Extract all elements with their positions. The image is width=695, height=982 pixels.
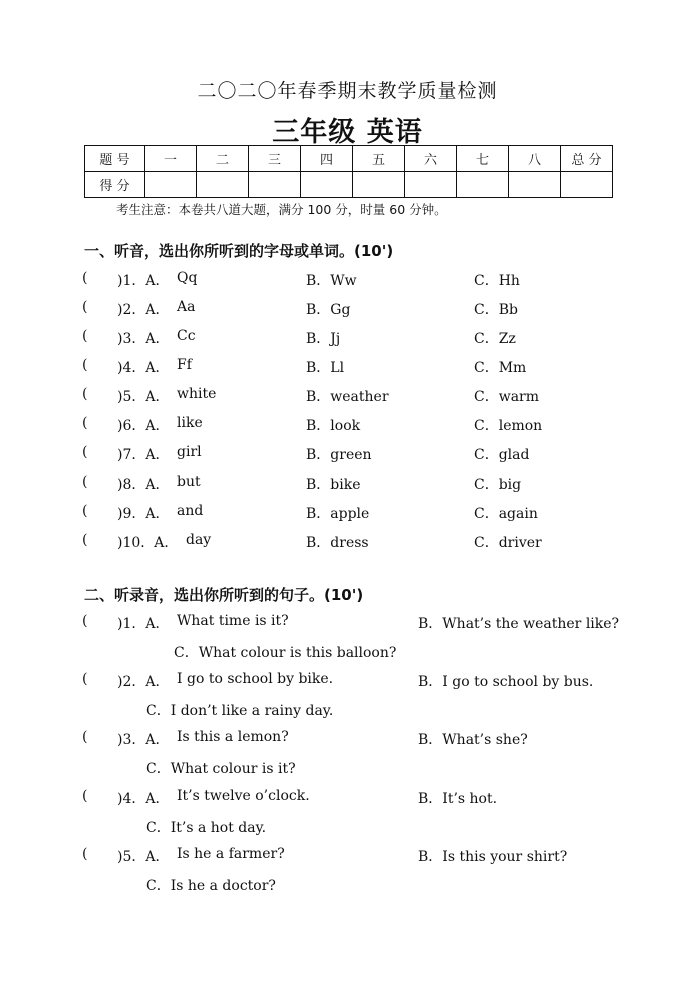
question-row (0, 846, 695, 868)
option-b: B．What’s she? (418, 732, 528, 748)
answer-paren[interactable]: ( (82, 444, 88, 460)
question-row (0, 444, 695, 466)
option-b: B．I go to school by bus. (418, 674, 594, 690)
question-row-continued (0, 758, 695, 780)
option-b: B．bike (306, 477, 361, 493)
question-number: )2．A． (117, 674, 170, 690)
question-row (0, 788, 695, 810)
option-a: girl (177, 444, 202, 460)
answer-paren[interactable]: ( (82, 613, 88, 629)
score-header-cell: 四 (301, 146, 353, 172)
option-c: C．Zz (474, 331, 516, 347)
option-a: Qq (177, 270, 198, 286)
score-header-cell: 八 (509, 146, 561, 172)
option-a: day (186, 532, 212, 548)
option-c: C．Mm (474, 360, 527, 376)
answer-paren[interactable]: ( (82, 415, 88, 431)
question-number: )3．A． (117, 732, 170, 748)
question-row (0, 474, 695, 496)
score-cell[interactable] (457, 172, 509, 198)
question-number: )1．A． (117, 273, 170, 289)
score-header-cell: 一 (145, 146, 197, 172)
answer-paren[interactable]: ( (82, 386, 88, 402)
score-cell[interactable] (353, 172, 405, 198)
option-a: I go to school by bike. (177, 671, 334, 687)
question-row-continued (0, 700, 695, 722)
option-a: Aa (177, 299, 196, 315)
score-header-cell: 题 号 (85, 146, 145, 172)
question-number: )5．A． (117, 849, 170, 865)
question-number: )8．A． (117, 477, 170, 493)
option-b: B．Is this your shirt? (418, 849, 568, 865)
answer-paren[interactable]: ( (82, 357, 88, 373)
option-b: B．What’s the weather like? (418, 616, 620, 632)
question-row-continued (0, 875, 695, 897)
score-cell[interactable] (301, 172, 353, 198)
option-c: C．lemon (474, 418, 543, 434)
question-number: )3．A． (117, 331, 170, 347)
option-b: B．Ll (306, 360, 345, 376)
option-a: like (177, 415, 203, 431)
question-row (0, 729, 695, 751)
option-c: C．big (474, 477, 522, 493)
option-c: C．glad (474, 447, 530, 463)
exam-note: 考生注意：本卷共八道大题，满分 100 分，时量 60 分钟。 (116, 202, 447, 217)
score-header-cell: 三 (249, 146, 301, 172)
score-cell[interactable] (145, 172, 197, 198)
option-c: C．I don’t like a rainy day. (146, 703, 334, 719)
section-2-title: 二、听录音，选出你所听到的句子。(10') (84, 586, 364, 604)
score-cell[interactable] (509, 172, 561, 198)
question-row (0, 357, 695, 379)
question-row (0, 415, 695, 437)
score-header-cell: 七 (457, 146, 509, 172)
answer-paren[interactable]: ( (82, 474, 88, 490)
option-b: B．look (306, 418, 361, 434)
question-row (0, 386, 695, 408)
option-b: B．apple (306, 506, 370, 522)
score-cell[interactable] (197, 172, 249, 198)
option-a: Ff (177, 357, 192, 373)
option-b: B．dress (306, 535, 369, 551)
option-c: C．driver (474, 535, 542, 551)
answer-paren[interactable]: ( (82, 270, 88, 286)
question-row-continued (0, 817, 695, 839)
question-number: )4．A． (117, 360, 170, 376)
answer-paren[interactable]: ( (82, 671, 88, 687)
question-number: )10．A． (117, 535, 179, 551)
option-b: B．It’s hot. (418, 791, 498, 807)
score-cell[interactable] (249, 172, 301, 198)
score-table (84, 145, 613, 198)
question-number: )5．A． (117, 389, 170, 405)
answer-paren[interactable]: ( (82, 846, 88, 862)
answer-paren[interactable]: ( (82, 503, 88, 519)
option-c: C．Bb (474, 302, 518, 318)
option-b: B．Jj (306, 331, 341, 347)
question-row (0, 613, 695, 635)
score-table-header-row (85, 146, 613, 172)
option-a: Is he a farmer? (177, 846, 285, 862)
option-c: C．warm (474, 389, 540, 405)
question-number: )1．A． (117, 616, 170, 632)
score-header-cell: 总 分 (561, 146, 613, 172)
exam-subject: 三年级 英语 (272, 117, 423, 148)
score-header-cell: 六 (405, 146, 457, 172)
option-a: but (177, 474, 201, 490)
option-b: B．weather (306, 389, 389, 405)
score-cell[interactable] (561, 172, 613, 198)
option-a: Is this a lemon? (177, 729, 289, 745)
question-number: )6．A． (117, 418, 170, 434)
score-header-cell: 二 (197, 146, 249, 172)
question-row (0, 270, 695, 292)
option-a: and (177, 503, 204, 519)
score-cell[interactable] (405, 172, 457, 198)
exam-title: 二〇二〇年春季期末教学质量检测 (197, 80, 498, 102)
option-c: C．again (474, 506, 538, 522)
option-a: Cc (177, 328, 196, 344)
option-b: B．Ww (306, 273, 357, 289)
answer-paren[interactable]: ( (82, 788, 88, 804)
option-a: It’s twelve o’clock. (177, 788, 310, 804)
option-c: C．Is he a doctor? (146, 878, 276, 894)
question-number: )2．A． (117, 302, 170, 318)
option-c: C．What colour is it? (146, 761, 296, 777)
option-a: white (177, 386, 217, 402)
question-row-continued (0, 642, 695, 664)
option-c: C．It’s a hot day. (146, 820, 267, 836)
question-row (0, 503, 695, 525)
section-1-title: 一、听音，选出你所听到的字母或单词。(10') (84, 242, 394, 260)
score-header-cell: 五 (353, 146, 405, 172)
question-row (0, 671, 695, 693)
question-row (0, 299, 695, 321)
answer-paren[interactable]: ( (82, 532, 88, 548)
question-row (0, 532, 695, 554)
answer-paren[interactable]: ( (82, 299, 88, 315)
question-number: )7．A． (117, 447, 170, 463)
answer-paren[interactable]: ( (82, 729, 88, 745)
question-number: )9．A． (117, 506, 170, 522)
option-c: C．What colour is this balloon? (174, 645, 397, 661)
option-b: B．green (306, 447, 372, 463)
score-row-label: 得 分 (85, 172, 145, 198)
option-a: What time is it? (177, 613, 289, 629)
question-row (0, 328, 695, 350)
score-table-score-row (85, 172, 613, 198)
option-c: C．Hh (474, 273, 520, 289)
answer-paren[interactable]: ( (82, 328, 88, 344)
option-b: B．Gg (306, 302, 351, 318)
question-number: )4．A． (117, 791, 170, 807)
